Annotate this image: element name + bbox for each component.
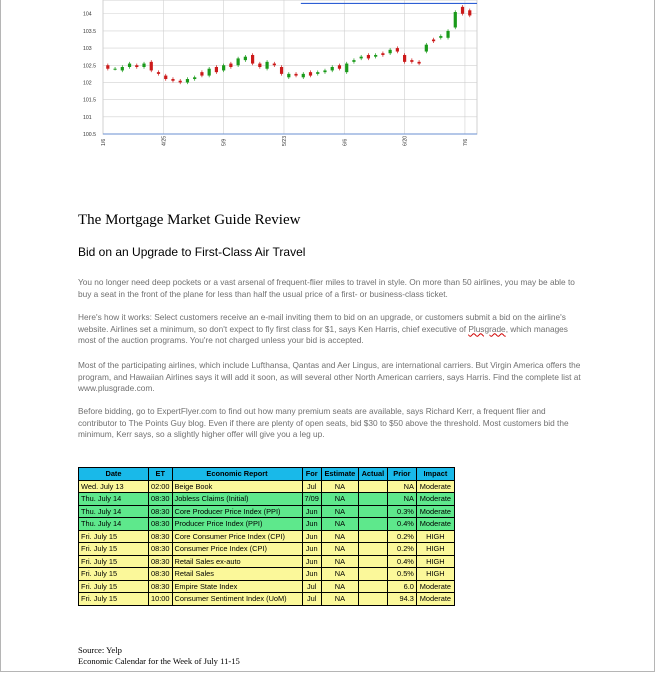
header-report: Economic Report: [172, 468, 302, 481]
cell-for: Jun: [302, 568, 321, 581]
cell-actual: [358, 555, 387, 568]
cell-estimate: NA: [321, 593, 358, 606]
cell-et: 08:30: [149, 530, 173, 543]
cell-date: Fri. July 15: [79, 530, 149, 543]
plot-area: [103, 0, 477, 134]
cell-date: Thu. July 14: [79, 505, 149, 518]
source-line: Source: Yelp: [78, 645, 122, 655]
cell-et: 08:30: [149, 493, 173, 506]
candle-body: [410, 60, 413, 62]
cell-estimate: NA: [321, 505, 358, 518]
cell-actual: [358, 480, 387, 493]
header-estimate: Estimate: [321, 468, 358, 481]
cell-for: Jul: [302, 480, 321, 493]
candle-body: [417, 62, 420, 64]
y-tick-label: 103: [83, 46, 92, 53]
header-impact: Impact: [416, 468, 454, 481]
cell-estimate: NA: [321, 555, 358, 568]
candle-body: [432, 40, 435, 42]
cell-report: Consumer Price Index (CPI): [172, 543, 302, 556]
candle-body: [389, 50, 392, 53]
cell-for: Jun: [302, 555, 321, 568]
cell-report: Jobless Claims (Initial): [172, 493, 302, 506]
candle-body: [164, 76, 167, 79]
cell-estimate: NA: [321, 518, 358, 531]
spellcheck-word[interactable]: Plusgrade: [468, 323, 506, 334]
cell-report: Core Producer Price Index (PPI): [172, 505, 302, 518]
candle-body: [200, 72, 203, 75]
candle-body: [338, 65, 341, 68]
cell-report: Retail Sales ex-auto: [172, 555, 302, 568]
x-tick-label: 5/23: [281, 135, 288, 146]
calendar-caption: Economic Calendar for the Week of July 11-15: [78, 656, 240, 666]
candle-body: [215, 67, 218, 72]
candle-body: [454, 12, 457, 27]
paragraph-1: You no longer need deep pockets or a vast arsenal of frequent-flier miles to travel in style. On more than 50 airlines, you may be able to buy a seat in the front of the plane for less than half the usual price of a first- or business-class ticket.: [78, 277, 575, 299]
cell-et: 10:00: [149, 593, 173, 606]
y-tick-label: 101.5: [83, 97, 96, 104]
candle-body: [229, 64, 232, 67]
cell-actual: [358, 580, 387, 593]
cell-report: Consumer Sentiment Index (UoM): [172, 593, 302, 606]
cell-date: Thu. July 14: [79, 518, 149, 531]
table-row: [79, 593, 455, 606]
header-date: Date: [79, 468, 149, 481]
cell-actual: [358, 505, 387, 518]
article-subtitle: Bid on an Upgrade to First-Class Air Travel: [78, 245, 306, 259]
cell-date: Fri. July 15: [79, 568, 149, 581]
cell-estimate: NA: [321, 580, 358, 593]
candle-body: [396, 48, 399, 51]
x-tick-label: 5/9: [221, 138, 228, 146]
cell-impact: Moderate: [416, 493, 454, 506]
article-title: The Mortgage Market Guide Review: [78, 212, 301, 228]
y-tick-label: 102: [83, 80, 92, 87]
candle-body: [403, 55, 406, 62]
cell-impact: Moderate: [416, 480, 454, 493]
table-row: [79, 493, 455, 506]
header-for: For: [302, 468, 321, 481]
cell-actual: [358, 493, 387, 506]
x-tick-label: 6/20: [402, 135, 409, 146]
cell-report: Beige Book: [172, 480, 302, 493]
cell-report: Empire State Index: [172, 580, 302, 593]
cell-estimate: NA: [321, 493, 358, 506]
candle-body: [179, 81, 182, 83]
table-row: [79, 555, 455, 568]
price-chart: [81, 0, 479, 150]
candle-body: [244, 57, 247, 60]
cell-prior: 0.4%: [387, 555, 416, 568]
candle-body: [193, 77, 196, 79]
candle-body: [128, 64, 131, 67]
cell-for: Jul: [302, 580, 321, 593]
candle-body: [258, 64, 261, 67]
table-row: [79, 568, 455, 581]
source-caption: [78, 645, 240, 667]
cell-et: 02:00: [149, 480, 173, 493]
paragraph-2-start: Here's how it works: Select customers receive an e-mail inviting them to bid on an upgrade, or customers submit a bid on the airline's website. Airlines set a minimum, so don't expect to fly first class for $1, says Ken Harris, chief executive of: [78, 312, 566, 334]
candle-body: [157, 72, 160, 74]
cell-actual: [358, 593, 387, 606]
cell-for: Jul: [302, 593, 321, 606]
y-tick-label: 104: [83, 11, 92, 18]
cell-for: Jun: [302, 530, 321, 543]
cell-actual: [358, 530, 387, 543]
candle-body: [150, 62, 153, 71]
cell-impact: Moderate: [416, 518, 454, 531]
cell-impact: HIGH: [416, 530, 454, 543]
cell-prior: 94.3: [387, 593, 416, 606]
cell-for: Jun: [302, 505, 321, 518]
cell-actual: [358, 518, 387, 531]
cell-prior: NA: [387, 480, 416, 493]
x-tick-label: 6/6: [342, 138, 349, 146]
candle-body: [135, 65, 138, 67]
cell-impact: Moderate: [416, 505, 454, 518]
y-tick-label: 101: [83, 114, 92, 121]
paragraph-4: Before bidding, go to ExpertFlyer.com to find out how many premium seats are available, says Richard Kerr, a frequent flier and contributor to The Points Guy blog. Even if there are plenty of open seats, bid $30 to $50 above the threshold. Most customers bid the minimum, Kerr says, so a slightly higher offer will give you a leg up.: [78, 406, 569, 439]
candle-body: [331, 67, 334, 70]
candle-body: [323, 70, 326, 72]
table-row: [79, 518, 455, 531]
candle-body: [309, 72, 312, 75]
candle-body: [425, 45, 428, 52]
candle-body: [208, 69, 211, 76]
y-tick-label: 103.5: [83, 28, 96, 35]
cell-impact: Moderate: [416, 580, 454, 593]
candle-body: [294, 74, 297, 76]
candle-body: [360, 57, 363, 59]
candle-body: [121, 67, 124, 70]
cell-impact: HIGH: [416, 555, 454, 568]
candle-body: [374, 55, 377, 57]
table-header-row: [79, 468, 455, 481]
cell-prior: 0.3%: [387, 505, 416, 518]
candle-body: [316, 72, 319, 74]
paragraph-3: Most of the participating airlines, which include Lufthansa, Qantas and Aer Lingus, are international carriers. But Virgin America offers the program, and Hawaiian Airlines says it will add it soon, as will several other North American carriers, says Harris. Find the complete list at www.plusgrade.com.: [78, 360, 581, 393]
candle-body: [273, 64, 276, 66]
cell-impact: HIGH: [416, 568, 454, 581]
candle-body: [186, 79, 189, 82]
candle-body: [302, 74, 305, 77]
cell-prior: 0.2%: [387, 543, 416, 556]
cell-actual: [358, 568, 387, 581]
candle-body: [280, 67, 283, 74]
cell-for: Jun: [302, 543, 321, 556]
table-row: [79, 530, 455, 543]
cell-estimate: NA: [321, 543, 358, 556]
candle-body: [381, 53, 384, 55]
candle-body: [113, 69, 116, 70]
y-tick-label: 100.5: [83, 132, 96, 138]
cell-report: Retail Sales: [172, 568, 302, 581]
cell-report: Core Consumer Price Index (CPI): [172, 530, 302, 543]
cell-estimate: NA: [321, 568, 358, 581]
table-row: [79, 580, 455, 593]
candle-body: [222, 65, 225, 70]
cell-prior: 0.4%: [387, 518, 416, 531]
economic-calendar-table: [78, 467, 455, 606]
table-row: [79, 480, 455, 493]
cell-date: Thu. July 14: [79, 493, 149, 506]
cell-impact: HIGH: [416, 543, 454, 556]
cell-et: 08:30: [149, 518, 173, 531]
cell-date: Fri. July 15: [79, 593, 149, 606]
header-prior: Prior: [387, 468, 416, 481]
x-tick-label: 4/25: [161, 135, 168, 146]
candle-body: [265, 62, 268, 69]
cell-actual: [358, 543, 387, 556]
candle-body: [171, 79, 174, 81]
cell-et: 08:30: [149, 580, 173, 593]
candle-body: [142, 64, 145, 67]
y-tick-label: 102.5: [83, 63, 96, 70]
candle-body: [461, 7, 464, 14]
table-body: [79, 480, 455, 605]
candle-body: [345, 64, 348, 73]
x-tick-label: 7/6: [462, 138, 469, 146]
candle-body: [446, 31, 449, 38]
cell-report: Producer Price Index (PPI): [172, 518, 302, 531]
candle-body: [106, 65, 109, 68]
candle-body: [237, 58, 240, 65]
cell-impact: Moderate: [416, 593, 454, 606]
candle-body: [439, 36, 442, 38]
cell-et: 08:30: [149, 568, 173, 581]
cell-et: 08:30: [149, 555, 173, 568]
candle-body: [468, 10, 471, 15]
candle-body: [352, 60, 355, 62]
paragraph-2-end: , which manages most of the auction programs. You're not charged unless your bid is accepted.: [78, 323, 568, 345]
table-row: [79, 543, 455, 556]
cell-prior: 0.2%: [387, 530, 416, 543]
x-tick-label: 1/6: [101, 138, 107, 146]
candle-body: [287, 74, 290, 77]
paragraph-2: [78, 312, 581, 347]
cell-prior: NA: [387, 493, 416, 506]
header-actual: Actual: [358, 468, 387, 481]
cell-for: 7/09: [302, 493, 321, 506]
cell-et: 08:30: [149, 543, 173, 556]
cell-date: Fri. July 15: [79, 555, 149, 568]
cell-for: Jun: [302, 518, 321, 531]
cell-estimate: NA: [321, 530, 358, 543]
table-row: [79, 505, 455, 518]
cell-date: Fri. July 15: [79, 580, 149, 593]
cell-prior: 0.5%: [387, 568, 416, 581]
candle-body: [367, 55, 370, 58]
cell-et: 08:30: [149, 505, 173, 518]
candle-body: [251, 55, 254, 64]
cell-date: Fri. July 15: [79, 543, 149, 556]
header-et: ET: [149, 468, 173, 481]
cell-estimate: NA: [321, 480, 358, 493]
cell-prior: 6.0: [387, 580, 416, 593]
cell-date: Wed. July 13: [79, 480, 149, 493]
